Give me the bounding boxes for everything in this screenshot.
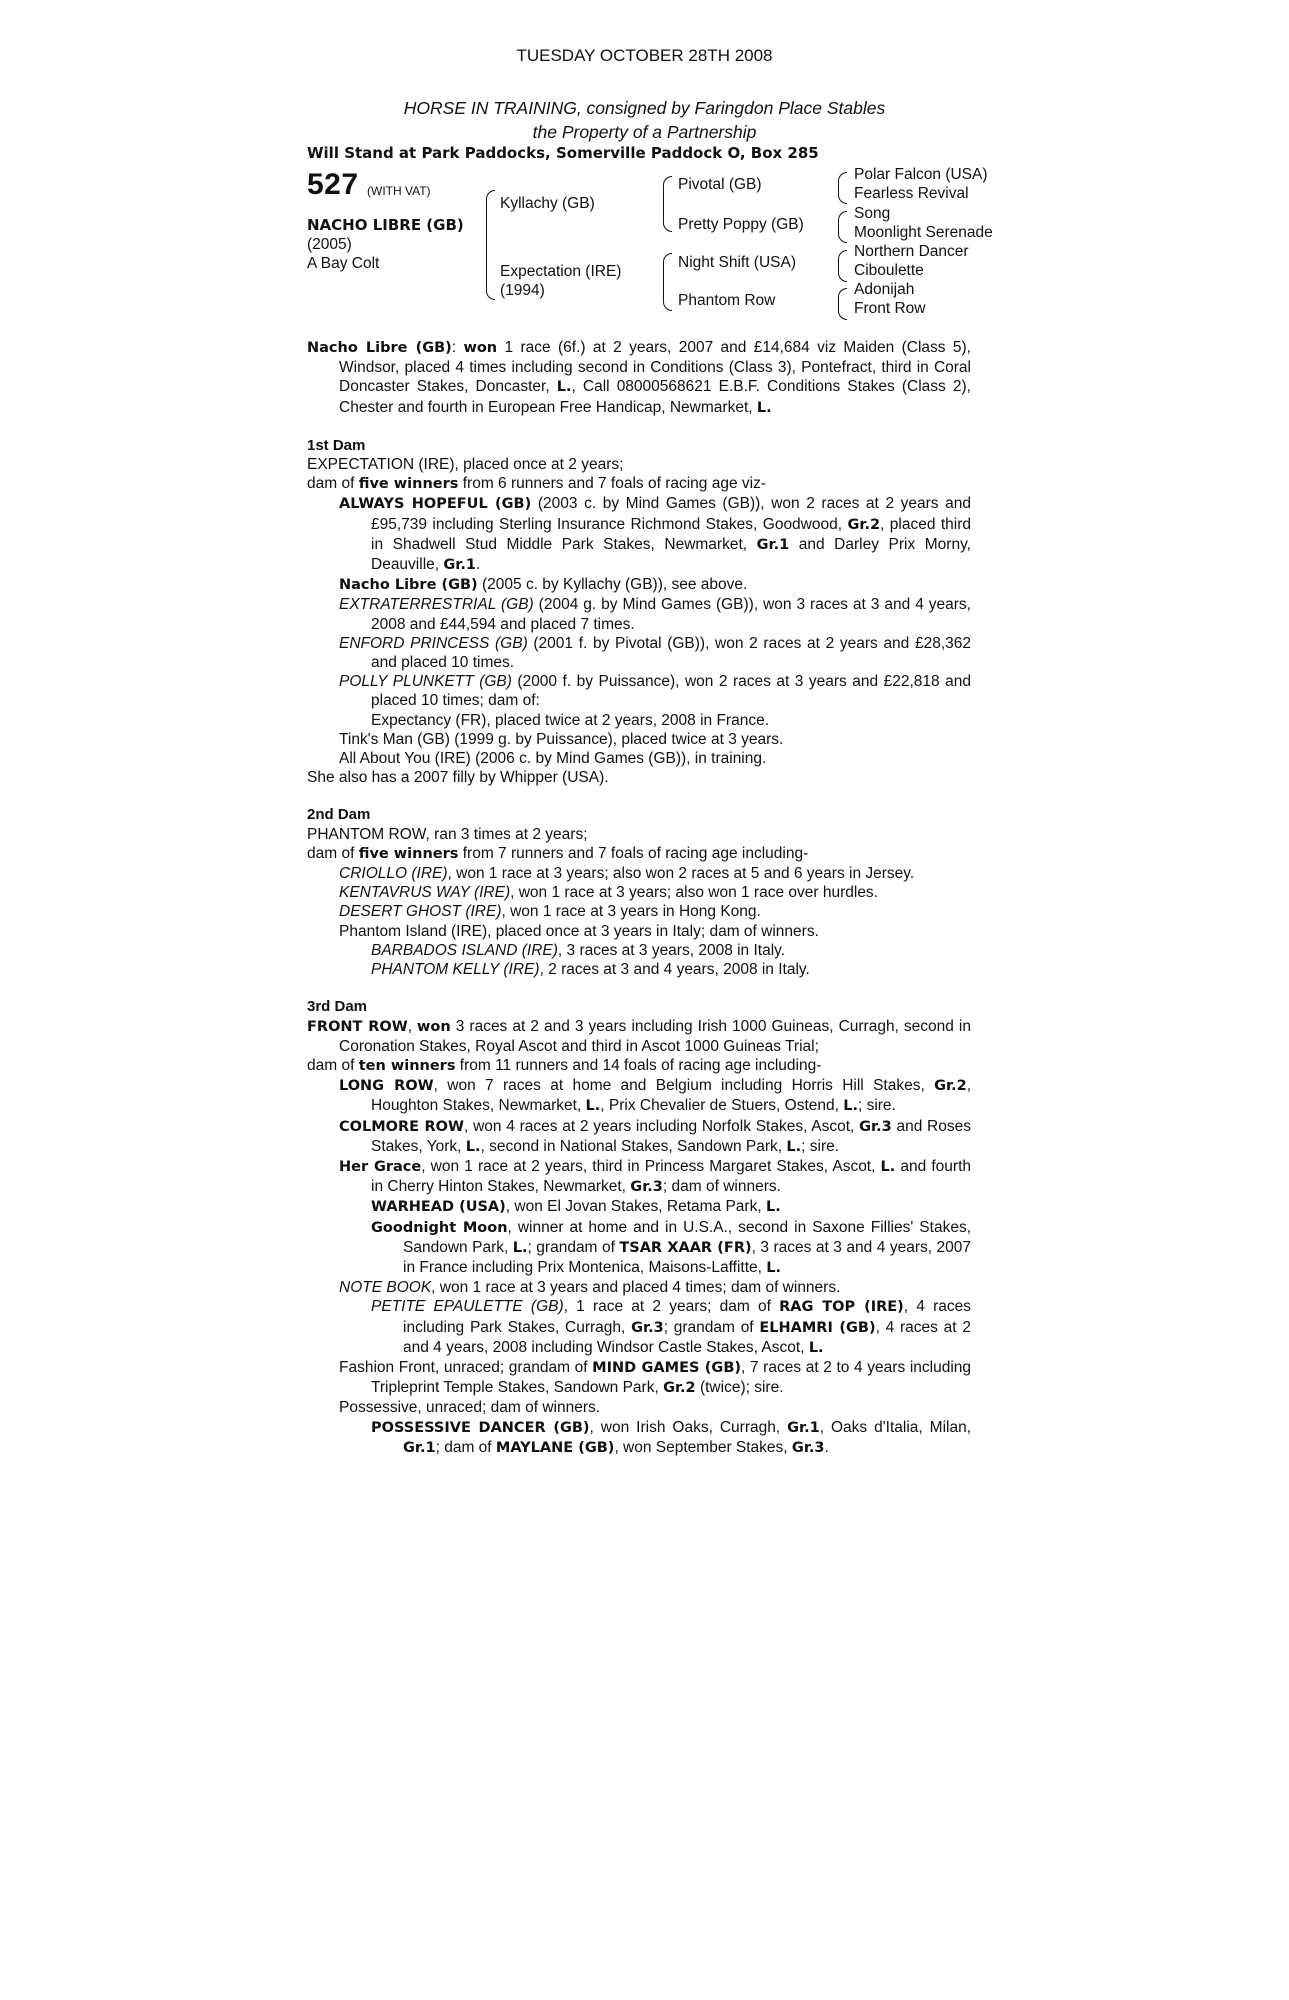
produce-entry: DESERT GHOST (IRE), won 1 race at 3 years in Hong Kong. [339, 903, 761, 921]
race-summary: Nacho Libre (GB): won 1 race (6f.) at 2 years, 2007 and £14,684 viz Maiden (Class 5), Windsor, placed 4 times including second in Conditions (Class 3), Pontefract, third in Coral Doncaster Stakes, Doncaster, L., Call 08000568621 E.B.F. Conditions Stakes (Class 2), Chester and fourth in European Free Handicap, Newmarket, L. [307, 339, 971, 416]
produce-entry: ALWAYS HOPEFUL (GB) (2003 c. by Mind Games (GB)), won 2 races at 2 years and £95,739 including Sterling Insurance Richmond Stakes, Goodwood, Gr.2, placed third in Shadwell Stud Middle Park Stakes, Newmarket, Gr.1 and Darley Prix Morny, Deauville, Gr.1. [339, 495, 972, 574]
horse-description: A Bay Colt [307, 255, 380, 272]
pedigree-dam-sire: Night Shift (USA) [678, 254, 797, 271]
produce-entry: LONG ROW, won 7 races at home and Belgium including Horris Hill Stakes, Gr.2, Houghton Stakes, Newmarket, L., Prix Chevalier de Stuers, Ostend, L.; sire. [339, 1077, 971, 1115]
consignor-line: HORSE IN TRAINING, consigned by Faringdon Place Stables [403, 98, 886, 118]
produce-entry: ENFORD PRINCESS (GB) (2001 f. by Pivotal (GB)), won 2 races at 2 years and £28,362 and placed 10 times. [339, 634, 971, 672]
first-dam-line: EXPECTATION (IRE), placed once at 2 years; [307, 456, 624, 474]
second-dam-produce-line: dam of five winners from 7 runners and 7 foals of racing age including- [307, 844, 809, 862]
produce-entry: All About You (IRE) (2006 c. by Mind Games (GB)), in training. [339, 750, 767, 768]
produce-entry: Her Grace, won 1 race at 2 years, third in Princess Margaret Stakes, Ascot, L. and fourth in Cherry Hinton Stakes, Newmarket, Gr.3; dam of winners. [339, 1157, 972, 1196]
produce-entry: Phantom Island (IRE), placed once at 3 years in Italy; dam of winners. [339, 922, 819, 940]
pedigree-ddd: Front Row [854, 300, 926, 317]
third-dam-produce-line: dam of ten winners from 11 runners and 14 foals of racing age including- [307, 1056, 822, 1074]
pedigree-sire-sire: Pivotal (GB) [678, 176, 762, 193]
produce-entry: NOTE BOOK, won 1 race at 3 years and placed 4 times; dam of winners. [339, 1279, 841, 1297]
produce-sub-entry: POSSESSIVE DANCER (GB), won Irish Oaks, Curragh, Gr.1, Oaks d'Italia, Milan, Gr.1; dam of MAYLANE (GB), won September Stakes, Gr.3. [371, 1418, 972, 1456]
pedigree-dam-year: (1994) [500, 282, 545, 299]
pedigree-bracket [838, 211, 847, 243]
pedigree-dam-dam: Phantom Row [678, 292, 776, 309]
produce-note: She also has a 2007 filly by Whipper (USA). [307, 769, 609, 787]
stand-location: Will Stand at Park Paddocks, Somerville Paddock O, Box 285 [307, 144, 819, 162]
first-dam-heading: 1st Dam [307, 436, 366, 454]
produce-entry: CRIOLLO (IRE), won 1 race at 3 years; also won 2 races at 5 and 6 years in Jersey. [339, 865, 915, 883]
third-dam-heading: 3rd Dam [307, 998, 368, 1016]
second-dam-line: PHANTOM ROW, ran 3 times at 2 years; [307, 825, 588, 843]
sale-date: TUESDAY OCTOBER 28TH 2008 [516, 46, 773, 65]
pedigree-dam: Expectation (IRE) [500, 263, 622, 280]
produce-entry: COLMORE ROW, won 4 races at 2 years including Norfolk Stakes, Ascot, Gr.3 and Roses Stakes, York, L., second in National Stakes, Sandown Park, L.; sire. [339, 1117, 971, 1155]
pedigree-dds: Adonijah [854, 281, 915, 298]
pedigree-sire-dam: Pretty Poppy (GB) [678, 216, 804, 233]
pedigree-sds: Song [854, 205, 891, 222]
pedigree-ssd: Fearless Revival [854, 185, 969, 202]
produce-entry: POLLY PLUNKETT (GB) (2000 f. by Puissance), won 2 races at 3 years and £22,818 and placed 10 times; dam of: [339, 673, 971, 710]
pedigree-bracket [838, 250, 847, 282]
produce-entry: Fashion Front, unraced; grandam of MIND GAMES (GB), 7 races at 2 to 4 years including Tripleprint Temple Stakes, Sandown Park, Gr.2 (twice); sire. [339, 1358, 972, 1397]
second-dam-heading: 2nd Dam [307, 806, 371, 824]
pedigree-sire: Kyllachy (GB) [500, 195, 595, 212]
lot-number: 527 [307, 168, 359, 201]
produce-sub-entry: Expectancy (FR), placed twice at 2 years, 2008 in France. [371, 711, 770, 729]
produce-sub-entry: WARHEAD (USA), won El Jovan Stakes, Retama Park, L. [371, 1198, 781, 1216]
vat-note: (WITH VAT) [367, 184, 431, 198]
pedigree-bracket [838, 172, 847, 204]
pedigree-sss: Polar Falcon (USA) [854, 166, 988, 183]
produce-sub-entry: PHANTOM KELLY (IRE), 2 races at 3 and 4 years, 2008 in Italy. [371, 961, 810, 979]
produce-sub-entry: BARBADOS ISLAND (IRE), 3 races at 3 years, 2008 in Italy. [371, 941, 786, 959]
pedigree-bracket [486, 190, 495, 300]
produce-entry: Tink's Man (GB) (1999 g. by Puissance), placed twice at 3 years. [339, 730, 784, 748]
produce-entry: Nacho Libre (GB) (2005 c. by Kyllachy (GB)), see above. [339, 576, 748, 594]
property-line: the Property of a Partnership [532, 122, 757, 142]
pedigree-dss: Northern Dancer [854, 243, 969, 260]
pedigree-sdd: Moonlight Serenade [854, 224, 993, 241]
produce-sub-entry: PETITE EPAULETTE (GB), 1 race at 2 years; dam of RAG TOP (IRE), 4 races including Park Stakes, Curragh, Gr.3; grandam of ELHAMRI (GB), 4 races at 2 and 4 years, 2008 including Windsor Castle Stakes, Ascot, L. [371, 1298, 972, 1356]
catalogue-body [307, 338, 971, 1458]
foaling-year: (2005) [307, 236, 352, 253]
pedigree-bracket [838, 288, 847, 320]
produce-sub-entry: Goodnight Moon, winner at home and in U.S.A., second in Saxone Fillies' Stakes, Sandown Park, L.; grandam of TSAR XAAR (FR), 3 races at 3 and 4 years, 2007 in France including Prix Montenica, Maisons-Laffitte, L. [371, 1218, 972, 1276]
first-dam-produce-line: dam of five winners from 6 runners and 7 foals of racing age viz- [307, 475, 766, 493]
produce-entry: KENTAVRUS WAY (IRE), won 1 race at 3 years; also won 1 race over hurdles. [339, 884, 878, 902]
produce-entry: Possessive, unraced; dam of winners. [339, 1399, 601, 1417]
pedigree-dsd: Ciboulette [854, 262, 924, 279]
horse-name: NACHO LIBRE (GB) [307, 216, 464, 234]
pedigree-bracket [663, 253, 672, 311]
produce-entry: EXTRATERRESTRIAL (GB) (2004 g. by Mind Games (GB)), won 3 races at 3 and 4 years, 2008 and £44,594 and placed 7 times. [339, 596, 971, 633]
third-dam-line: FRONT ROW, won 3 races at 2 and 3 years including Irish 1000 Guineas, Curragh, second in Coronation Stakes, Royal Ascot and third in Ascot 1000 Guineas Trial; [307, 1017, 971, 1055]
pedigree-bracket [663, 176, 672, 232]
